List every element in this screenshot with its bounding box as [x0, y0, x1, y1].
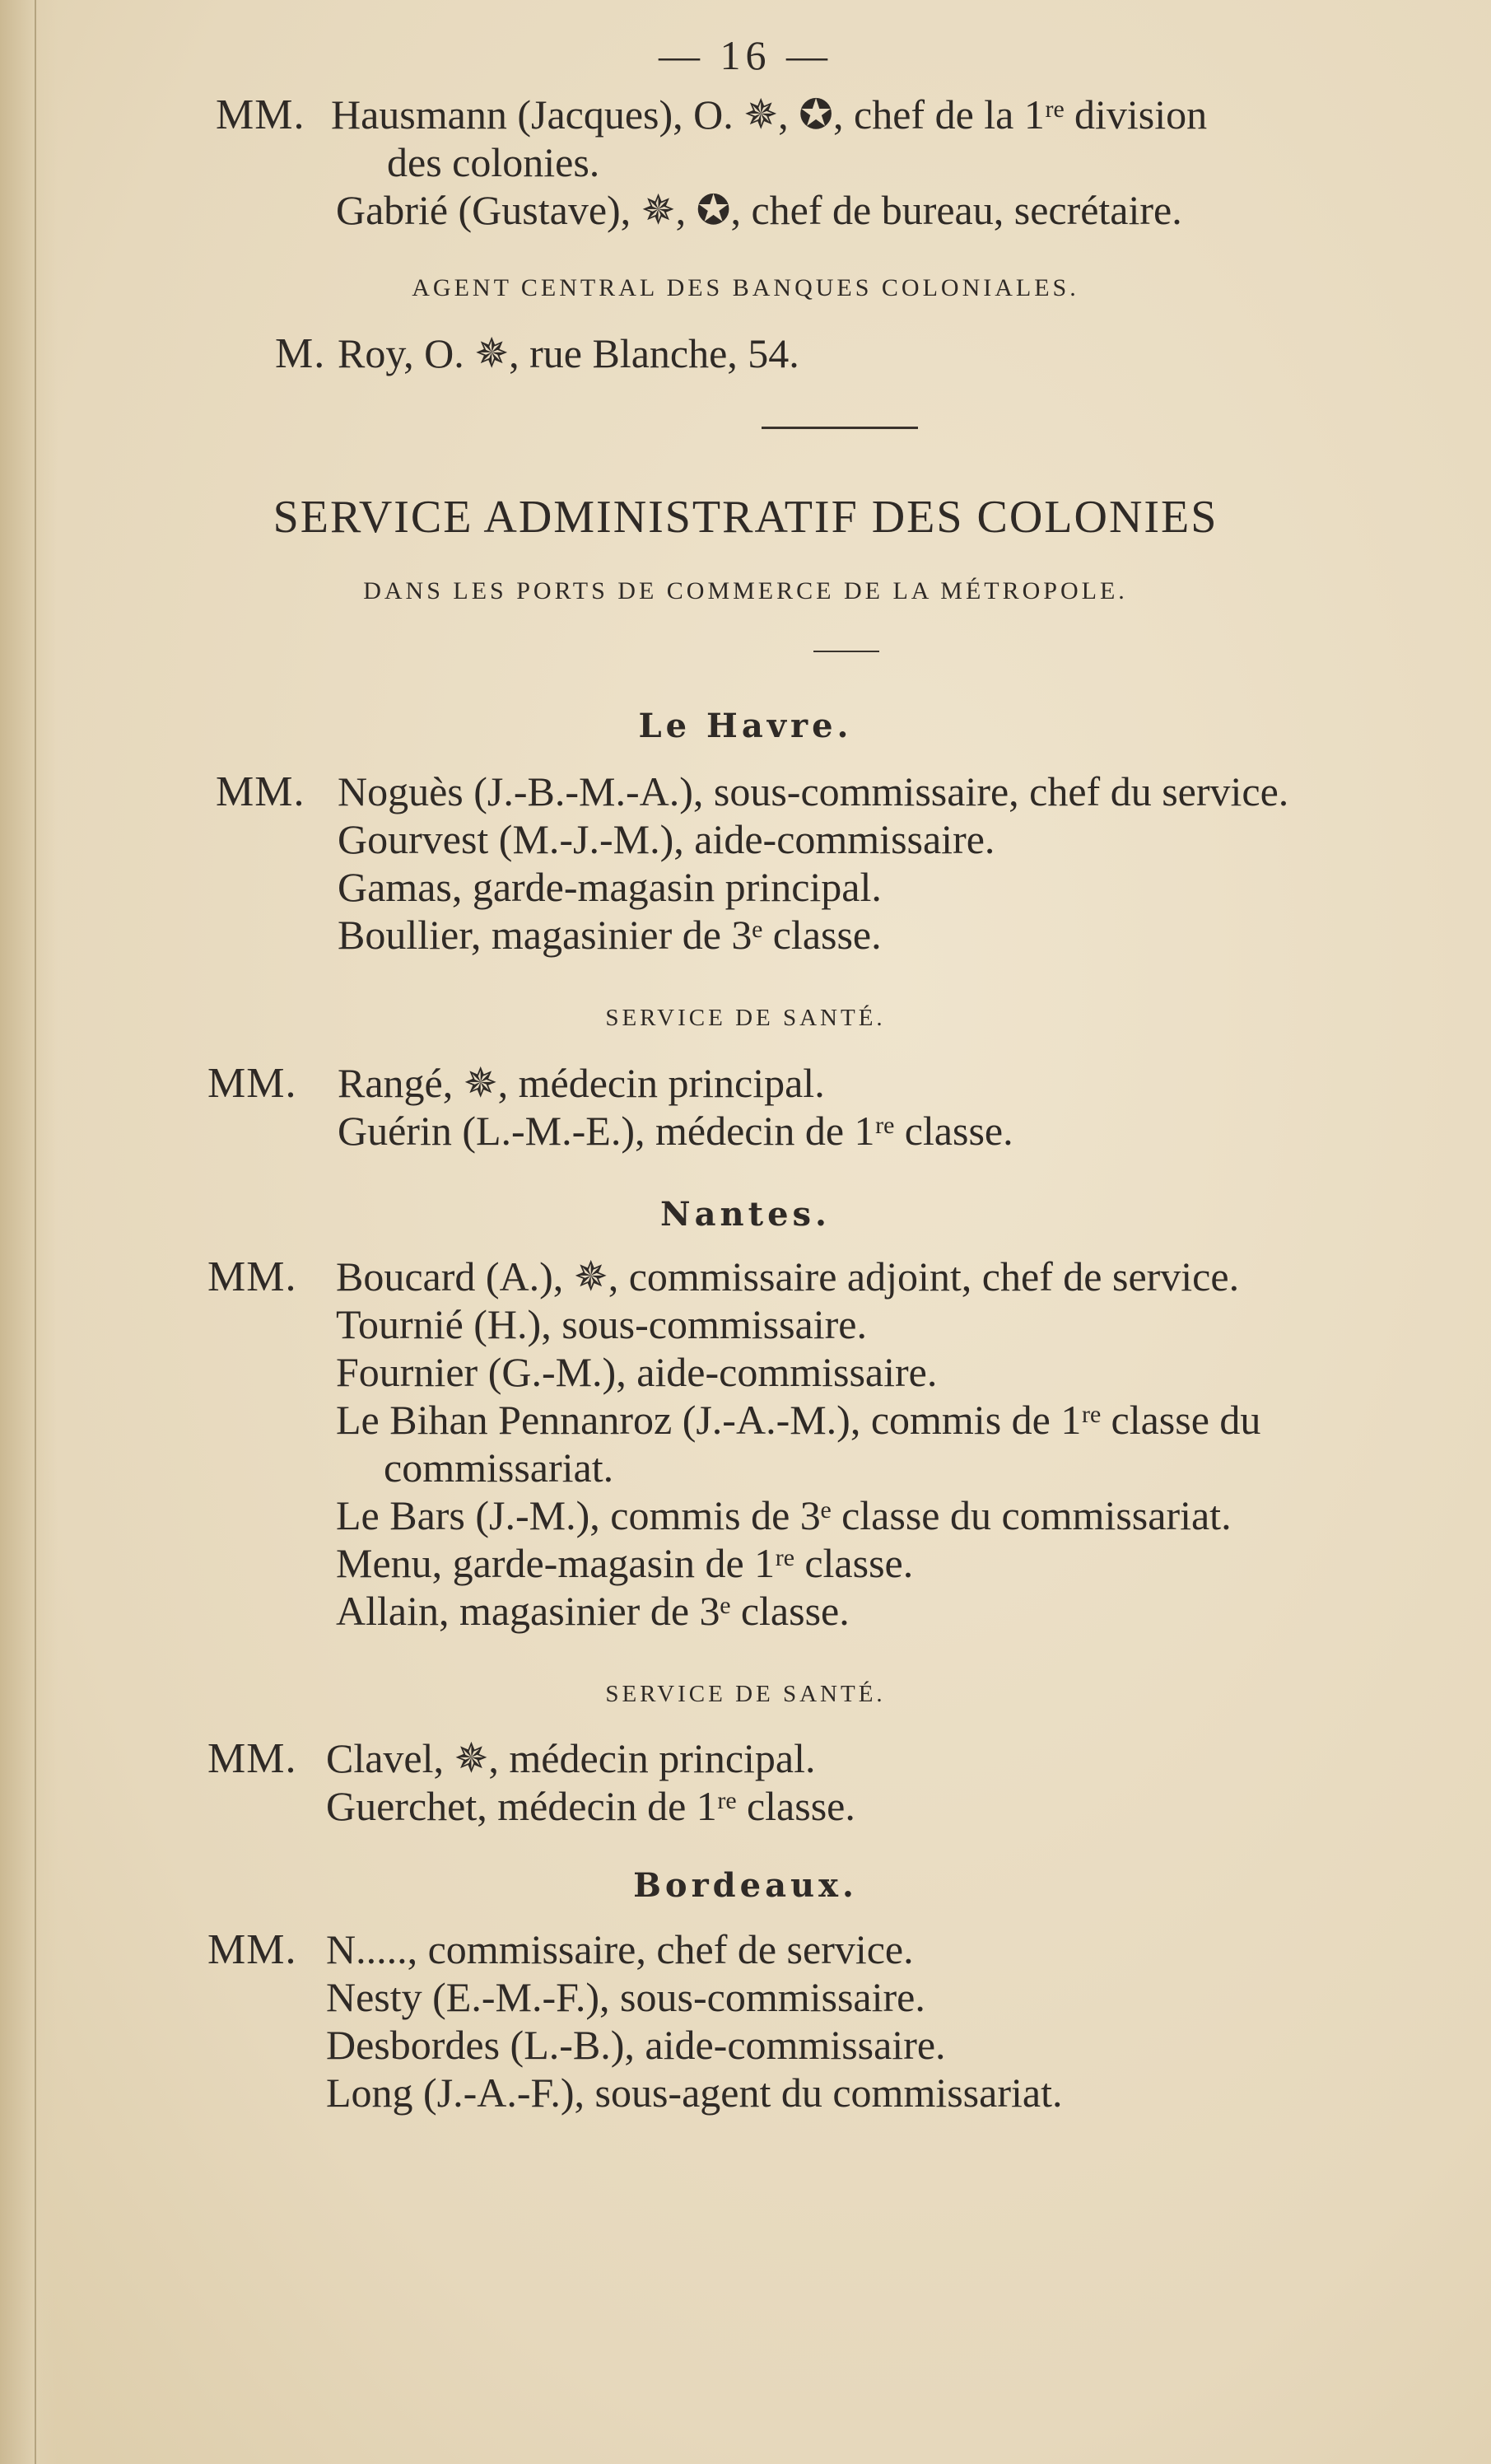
- entry-line: Desbordes (L.-B.), aide-commissaire.: [326, 2022, 946, 2068]
- sante-heading: SERVICE DE SANTÉ.: [605, 1005, 886, 1031]
- entry-line: des colonies.: [387, 139, 600, 185]
- prefix-m: M.: [275, 330, 326, 377]
- sante-heading: SERVICE DE SANTÉ.: [605, 1681, 886, 1707]
- entry-line: Hausmann (Jacques), O. ✵, ✪, chef de la 1ʳᵉ division: [331, 91, 1208, 138]
- entry-line: Gabrié (Gustave), ✵, ✪, chef de bureau, secrétaire.: [336, 187, 1182, 233]
- entry-line: Boucard (A.), ✵, commissaire adjoint, chef de service.: [336, 1253, 1240, 1300]
- entry-line: Long (J.-A.-F.), sous-agent du commissariat.: [326, 2070, 1063, 2116]
- entry-line: Fournier (G.-M.), aide-commissaire.: [336, 1349, 938, 1395]
- entry-line: Le Bihan Pennanroz (J.-A.-M.), commis de 1ʳᵉ classe du: [336, 1397, 1261, 1443]
- entry-line: Gourvest (M.-J.-M.), aide-commissaire.: [338, 816, 995, 862]
- entry-line: Tournié (H.), sous-commissaire.: [336, 1301, 867, 1347]
- entry-line: Rangé, ✵, médecin principal.: [338, 1060, 825, 1106]
- margin-rule: [35, 0, 36, 2464]
- entry-line: Nesty (E.-M.-F.), sous-commissaire.: [326, 1974, 925, 2020]
- city-heading-bordeaux: Bordeaux.: [633, 1866, 858, 1905]
- page-number: — 16 —: [659, 32, 832, 78]
- separator-rule: [762, 427, 918, 429]
- entry-line: Menu, garde-magasin de 1ʳᵉ classe.: [336, 1540, 914, 1586]
- section-heading: AGENT CENTRAL DES BANQUES COLONIALES.: [412, 274, 1079, 301]
- entry-line: Allain, magasinier de 3ᵉ classe.: [336, 1588, 850, 1634]
- prefix-mm: MM.: [207, 1253, 297, 1300]
- city-heading-nantes: Nantes.: [660, 1195, 831, 1234]
- entry-line: Roy, O. ✵, rue Blanche, 54.: [338, 330, 799, 376]
- main-subtitle: DANS LES PORTS DE COMMERCE DE LA MÉTROPOLE.: [363, 577, 1128, 604]
- prefix-mm: MM.: [216, 91, 305, 138]
- city-heading-le-havre: Le Havre.: [638, 707, 853, 745]
- entry-line: N....., commissaire, chef de service.: [326, 1926, 914, 1972]
- separator-rule: [813, 651, 879, 652]
- entry-line: Guerchet, médecin de 1ʳᵉ classe.: [326, 1783, 855, 1829]
- entry-line: Noguès (J.-B.-M.-A.), sous-commissaire, chef du service.: [338, 768, 1289, 814]
- page-edge-shadow: [0, 0, 58, 2464]
- prefix-mm: MM.: [207, 1926, 297, 1973]
- entry-line: Gamas, garde-magasin principal.: [338, 864, 882, 910]
- entry-line: Le Bars (J.-M.), commis de 3ᵉ classe du commissariat.: [336, 1492, 1232, 1538]
- prefix-mm: MM.: [207, 1735, 297, 1782]
- entry-line: Boullier, magasinier de 3ᵉ classe.: [338, 912, 882, 958]
- main-title: SERVICE ADMINISTRATIF DES COLONIES: [273, 492, 1218, 543]
- entry-line: Clavel, ✵, médecin principal.: [326, 1735, 816, 1781]
- prefix-mm: MM.: [216, 768, 305, 815]
- prefix-mm: MM.: [207, 1060, 297, 1107]
- entry-line: Guérin (L.-M.-E.), médecin de 1ʳᵉ classe.: [338, 1108, 1013, 1154]
- entry-line: commissariat.: [384, 1444, 614, 1491]
